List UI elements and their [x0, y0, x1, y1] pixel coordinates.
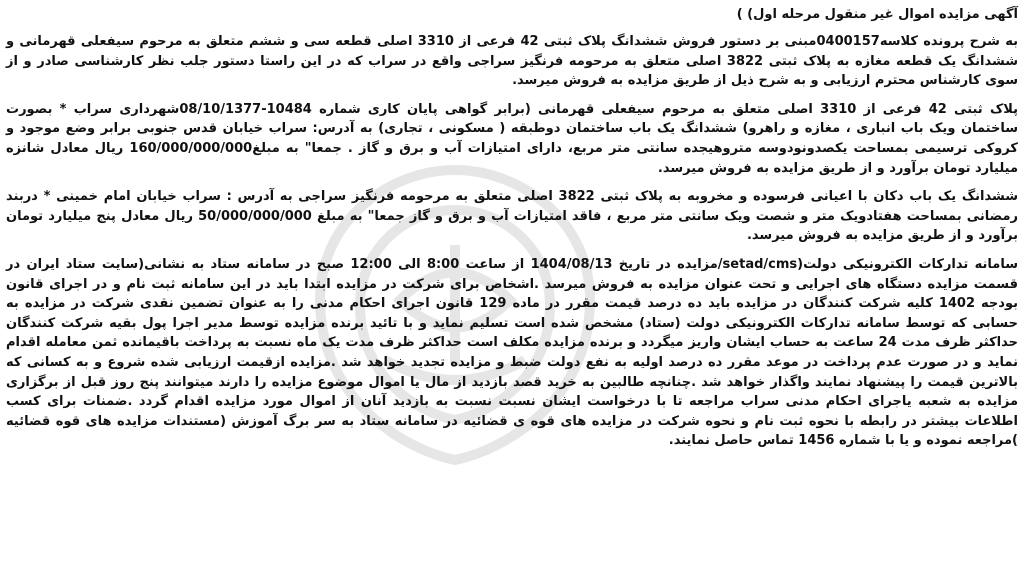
auction-terms-paragraph: سامانه تدارکات الکترونیکی دولت(setad/cms/مزایده در تاریخ 1404/08/13 از ساعت 8:00 الی 12:00 صبح در سامانه ستاد به نشانی(سایت ستاد ایران در قسمت مزایده دستگاه های اجرایی و تحت عنوان مزایده به فروش میرسد .اشخاص برای شرکت در مزایده ابتدا باید در این سامانه ثبت نام و در اجرای قانون بودجه 1402 کلیه شرکت کنندگان در مزایده باید ده درصد قیمت مقرر در ماده 129 قانون اجرای احکام مدنی را به عنوان تضمین نقدی شرکت در مزایده به حسابی که توسط سامانه تدارکات الکترونیکی دولت (ستاد) مشخص شده است تسلیم نماید و با تائید برنده مزایده توسط مدیر اجرا پول بقیه شرکت کنندگان حداکثر ظرف مدت 24 ساعت به حساب ایشان واریز میگردد و برنده مزایده مکلف است حداکثر ظرف مدت یک ماه نسبت به پرداخت باقیمانده ثمن معامله اقدام نماید و در صورت عدم پرداخت در موعد مقرر ده درصد اولیه به نفع دولت ضبط و مزایده تجدید خواهد شد .مزایده ازقیمت ارزیابی شده شروع و به کسانی که بالاترین قیمت را پیشنهاد نمایند واگذار خواهد شد .چنانچه طالبین به خرید قصد بازدید از مال یا اموال موضوع مزایده را دارند میتوانند پنج روز قبل از برگزاری مزایده به شعبه یاجرای احکام مدنی سراب مراجعه تا با درخواست ایشان نسبت نسبت به بازدید آنان از اموال مورد مزایده اقدام گردد .ضمنات برای کسب اطلاعات بیشتر در رابطه با نحوه ثبت نام و نحوه شرکت در مزایده های قوه ی قضائیه در سامانه ستاد به سر برگ آموزش (مستندات مزایده های قوه قضائیه )مراجعه نموده و یا با شماره 1456 تماس حاصل نمایند. — [6, 256, 1019, 449]
notice-title: آگهی مزایده اموال غیر منقول مرحله اول) ) — [736, 7, 1018, 22]
intro-paragraph: به شرح پرونده کلاسه0400157مبنی بر دستور فروش ششدانگ پلاک ثبتی 42 فرعی از 3310 اصلی قطعه سی و ششم متعلق به مرحوم سیفعلی قهرمانی و ششدانگ یک قطعه مغازه به پلاک ثبتی 3822 اصلی متعلق به مرحومه فرنگیز سراجی واقع در سراب که در این راستا دستور جلب نظر کارشناسی صادر و از سوی کارشناس محترم ارزیابی و به شرح ذیل از طریق مزایده به فروش میرسد. — [6, 34, 1018, 89]
property-one-paragraph: پلاک ثبتی 42 فرعی از 3310 اصلی متعلق به مرحوم سیفعلی قهرمانی (برابر گواهی پایان کاری شماره 10484-08/10/1377شهرداری سراب * بصورت ساختمان ویک باب انباری ، مغازه و راهرو) ششدانگ یک باب ساختمان دوطبقه ( مسکونی ، تجاری) به آدرس: سراب خیابان قدس جنوبی برابر وضع موجود و کروکی ترسیمی بمساحت یکصدونودوسه متروهیجده سانتی متر مربع، دارای امتیازات آب و برق و گاز . جمعا" به مبلغ160/000/000/000 ریال معادل شانزه میلیارد تومان برآورد و از طریق مزایده به فروش میرسد. — [6, 101, 1019, 176]
property-two-paragraph: ششدانگ یک باب دکان با اعیانی فرسوده و مخروبه به پلاک ثبتی 3822 اصلی متعلق به مرحومه فرنگیز سراجی به آدرس : سراب خیابان امام خمینی * دربند رمضانی بمساحت هفتادویک متر و شصت ویک سانتی متر مربع ، فاقد امتیازات آب و برق و گاز جمعا" به مبلغ 50/000/000/000 ریال معادل پنج میلیارد تومان برآورد و از طریق مزایده به فروش میرسد. — [6, 189, 1018, 244]
